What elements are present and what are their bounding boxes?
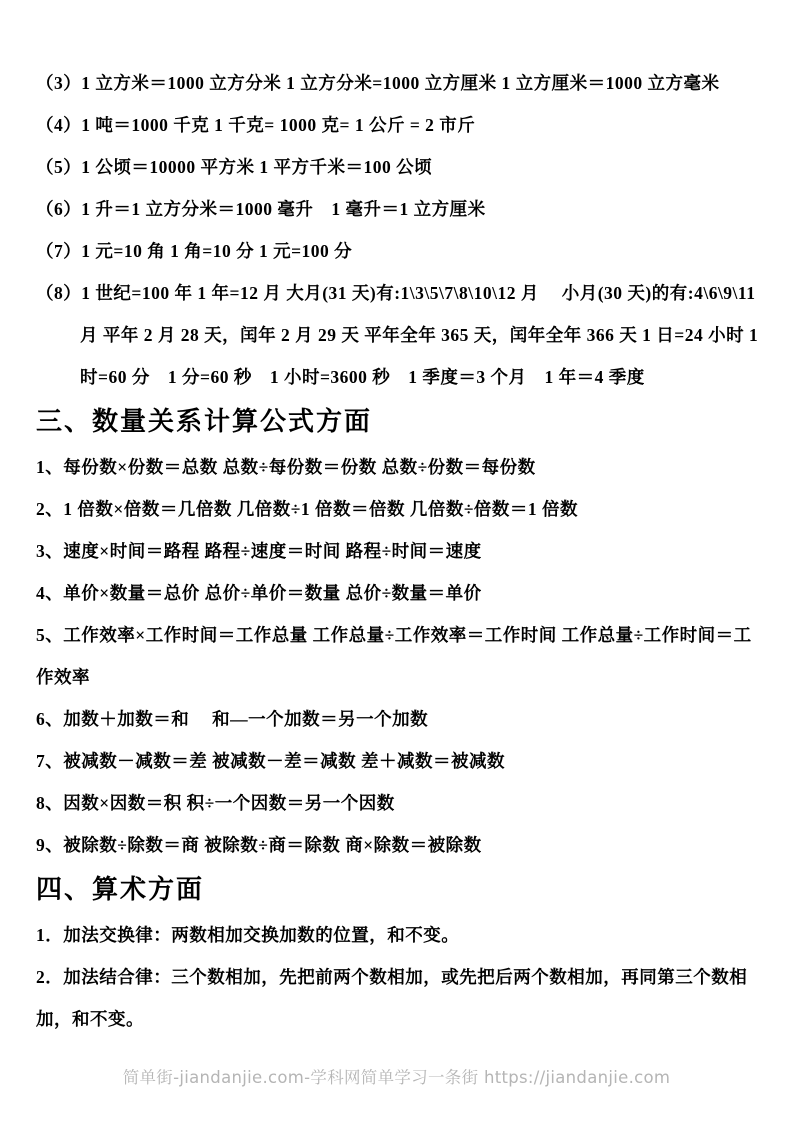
section3-item-3: 3、速度×时间＝路程 路程÷速度＝时间 路程÷时间＝速度 xyxy=(36,541,482,561)
unit-item-5: （5）1 公顷＝10000 平方米 1 平方千米＝100 公顷 xyxy=(36,157,433,177)
section3-item-7: 7、被减数－减数＝差 被减数－差＝减数 差＋减数＝被减数 xyxy=(36,751,505,771)
section3-item-4: 4、单价×数量＝总价 总价÷单价＝数量 总价÷数量＝单价 xyxy=(36,583,482,603)
section3-item-9: 9、被除数÷除数＝商 被除数÷商＝除数 商×除数＝被除数 xyxy=(36,835,482,855)
section3-item-8: 8、因数×因数＝积 积÷一个因数＝另一个因数 xyxy=(36,793,395,813)
section4-item-2: 2．加法结合律：三个数相加，先把前两个数相加，或先把后两个数相加，再同第三个数相加，和不变。 xyxy=(36,967,748,1029)
section3-item-5: 5、工作效率×工作时间＝工作总量 工作总量÷工作效率＝工作时间 工作总量÷工作时间＝工作效率 xyxy=(36,625,752,687)
unit-item-8: （8）1 世纪=100 年 1 年=12 月 大月(31 天)有:1\3\5\7\8\10\12 月 小月(30 天)的有:4\6\9\11 月 平年 2 月 28 天，闰年 2 月 29 天 平年全年 365 天，闰年全年 366 天 1 日=24 小时 1 时=60 分 1 分=60 秒 1 小时=3600 秒 1 季度＝3 个月 1 年＝4 季度 xyxy=(36,283,759,387)
section3-item-1: 1、每份数×份数＝总数 总数÷每份数＝份数 总数÷份数＝每份数 xyxy=(36,457,536,477)
section3-title: 三、数量关系计算公式方面 xyxy=(36,407,373,436)
footer-watermark: 简单街-jiandanjie.com-学科网简单学习一条街 https://jiandanjie.com xyxy=(122,1068,671,1087)
section4-title: 四、算术方面 xyxy=(36,875,205,904)
section4-item-1: 1．加法交换律：两数相加交换加数的位置，和不变。 xyxy=(36,925,460,945)
section3-item-6: 6、加数＋加数＝和 和—一个加数＝另一个加数 xyxy=(36,709,429,729)
unit-item-4: （4）1 吨＝1000 千克 1 千克= 1000 克= 1 公斤 = 2 市斤 xyxy=(36,115,476,135)
unit-item-7: （7）1 元=10 角 1 角=10 分 1 元=100 分 xyxy=(36,241,353,261)
unit-item-6: （6）1 升＝1 立方分米＝1000 毫升 1 毫升＝1 立方厘米 xyxy=(36,199,486,219)
section3-item-2: 2、1 倍数×倍数＝几倍数 几倍数÷1 倍数＝倍数 几倍数÷倍数＝1 倍数 xyxy=(36,499,579,519)
unit-item-3: （3）1 立方米＝1000 立方分米 1 立方分米=1000 立方厘米 1 立方厘米＝1000 立方毫米 xyxy=(36,73,720,93)
